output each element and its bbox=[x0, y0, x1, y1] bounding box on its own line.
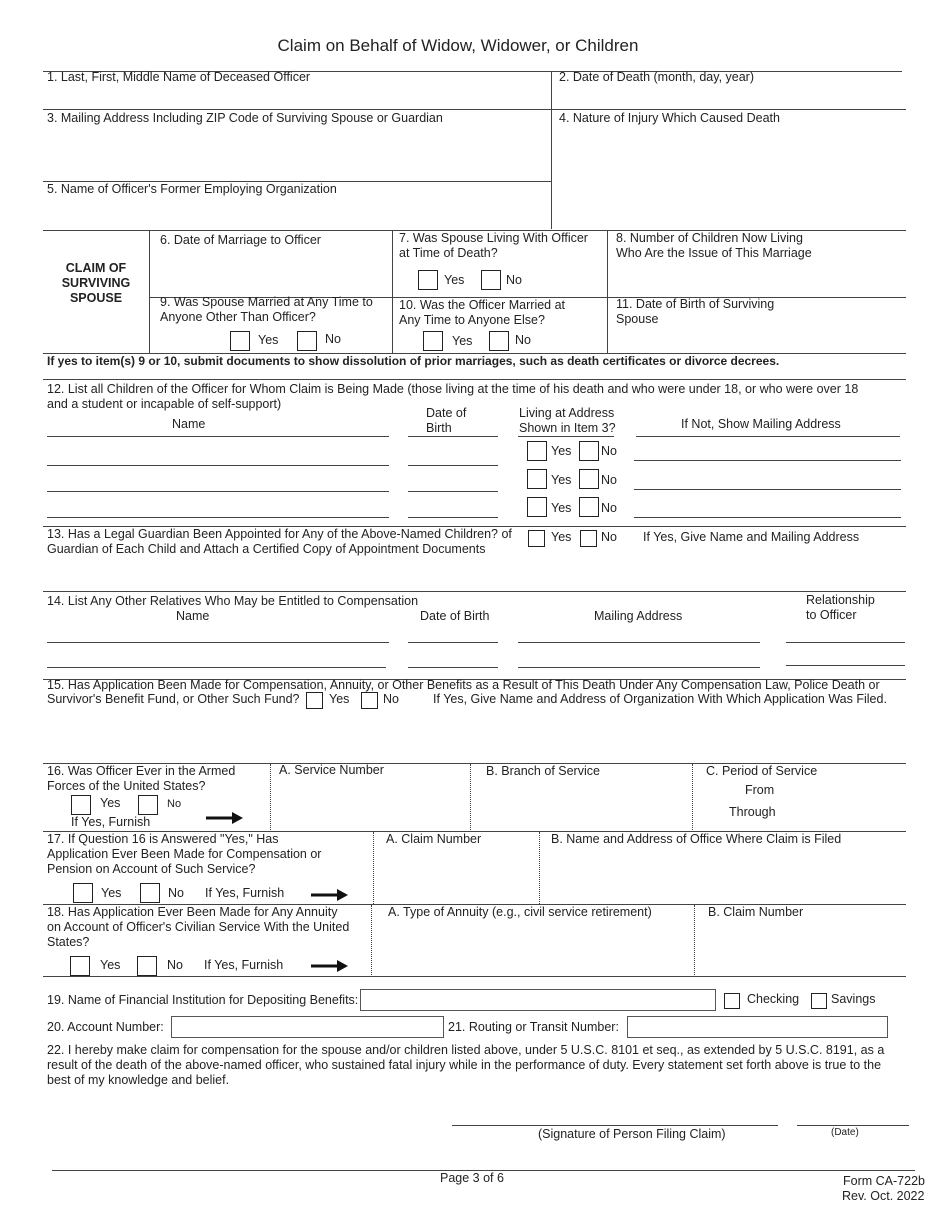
item-12-label: 12. List all Children of the Officer for Whom Claim is Being Made (those living at the time of his death and who were under 18, or who were over 18 and a student or incapable of self-support) bbox=[47, 382, 859, 411]
item-13-ifyes: If Yes, Give Name and Mailing Address bbox=[643, 530, 860, 544]
item-16-from-label: From bbox=[745, 783, 775, 797]
item-19-label: 19. Name of Financial Institution for Depositing Benefits: bbox=[47, 993, 359, 1007]
yes-label: Yes bbox=[100, 958, 121, 972]
item-13-no-checkbox[interactable] bbox=[580, 530, 597, 547]
claim-spouse-line2: SURVIVING bbox=[61, 276, 131, 290]
dotted-divider bbox=[470, 764, 471, 830]
no-label: No bbox=[325, 332, 341, 346]
item-10-no-checkbox[interactable] bbox=[489, 331, 509, 351]
arrow-right-icon bbox=[309, 958, 349, 974]
relative-dob-line[interactable] bbox=[408, 667, 498, 668]
item-7-line1: 7. Was Spouse Living With Officer bbox=[399, 231, 588, 245]
item-18-b-label: B. Claim Number bbox=[708, 905, 804, 919]
dotted-divider bbox=[692, 764, 693, 830]
item-14-dob-header: Date of Birth bbox=[420, 609, 490, 623]
item-15-line2: Survivor's Benefit Fund, or Other Such Fund? bbox=[47, 692, 300, 706]
page-title: Claim on Behalf of Widow, Widower, or Children bbox=[277, 36, 639, 55]
checking-checkbox[interactable] bbox=[724, 993, 740, 1009]
item-15-ifyes: If Yes, Give Name and Address of Organization With Which Application Was Filed. bbox=[433, 692, 887, 706]
blank-line bbox=[518, 436, 614, 437]
no-label: No bbox=[515, 333, 531, 347]
savings-checkbox[interactable] bbox=[811, 993, 827, 1009]
item-17-line2: Application Ever Been Made for Compensation or bbox=[47, 847, 322, 861]
no-label: No bbox=[601, 444, 617, 458]
item-12-dob-header1: Date of bbox=[426, 406, 467, 420]
item-7-yes-checkbox[interactable] bbox=[418, 270, 438, 290]
routing-number-input[interactable] bbox=[627, 1016, 888, 1038]
savings-label: Savings bbox=[831, 992, 876, 1006]
form-revision: Rev. Oct. 2022 bbox=[842, 1189, 925, 1203]
item-13-yes-checkbox[interactable] bbox=[528, 530, 545, 547]
relative-name-line[interactable] bbox=[47, 642, 389, 643]
yes-label: Yes bbox=[551, 530, 572, 544]
form-number: Form CA-722b bbox=[843, 1174, 925, 1188]
item-17-line3: Pension on Account of Such Service? bbox=[47, 862, 256, 876]
no-label: No bbox=[383, 692, 399, 706]
item-14-address-header: Mailing Address bbox=[594, 609, 683, 623]
child-name-line[interactable] bbox=[47, 517, 389, 518]
dotted-divider bbox=[371, 905, 372, 975]
child-name-line[interactable] bbox=[47, 465, 389, 466]
item-18-line3: States? bbox=[47, 935, 90, 949]
child-dob-line[interactable] bbox=[408, 465, 498, 466]
relative-dob-line[interactable] bbox=[408, 642, 498, 643]
item-16-line1: 16. Was Officer Ever in the Armed bbox=[47, 764, 236, 778]
no-label: No bbox=[601, 473, 617, 487]
item-10-yes-checkbox[interactable] bbox=[423, 331, 443, 351]
dotted-divider bbox=[539, 832, 540, 904]
item-16-yes-checkbox[interactable] bbox=[71, 795, 91, 815]
yes-label: Yes bbox=[258, 333, 279, 347]
item-16-c-label: C. Period of Service bbox=[706, 764, 818, 778]
item-22-statement: 22. I hereby make claim for compensation for the spouse and/or children listed above, under 5 U.S.C. 8101 et seq., as extended by 5 U.S.C. 8191, as a result of the death of the above-named officer, who sustained fatal injury while in the performance of duty. Every statement set forth above is true to the best of my knowledge and belief. bbox=[47, 1043, 885, 1087]
account-number-input[interactable] bbox=[171, 1016, 444, 1038]
item-12-dob-header2: Birth bbox=[426, 421, 452, 435]
claim-spouse-line1: CLAIM OF bbox=[65, 261, 127, 275]
item-14-name-header: Name bbox=[176, 609, 210, 623]
dotted-divider bbox=[694, 905, 695, 975]
arrow-right-icon bbox=[204, 810, 244, 826]
item-9-yes-checkbox[interactable] bbox=[230, 331, 250, 351]
item-18-a-label: A. Type of Annuity (e.g., civil service retirement) bbox=[388, 905, 652, 919]
signature-line[interactable] bbox=[452, 1125, 778, 1126]
no-label: No bbox=[167, 798, 182, 810]
child3-no-checkbox[interactable] bbox=[579, 497, 599, 517]
child1-address-line[interactable] bbox=[634, 460, 901, 461]
if-yes-furnish: If Yes, Furnish bbox=[205, 886, 285, 900]
child1-yes-checkbox[interactable] bbox=[527, 441, 547, 461]
relative-relationship-line[interactable] bbox=[786, 642, 905, 643]
no-label: No bbox=[601, 530, 617, 544]
child-name-line[interactable] bbox=[47, 491, 389, 492]
child3-address-line[interactable] bbox=[634, 517, 901, 518]
item-12-name-header: Name bbox=[172, 417, 206, 431]
item-3-label: 3. Mailing Address Including ZIP Code of Surviving Spouse or Guardian bbox=[47, 111, 443, 125]
item-17-b-label: B. Name and Address of Office Where Claim is Filed bbox=[551, 832, 842, 846]
relative-relationship-line[interactable] bbox=[786, 665, 905, 666]
if-yes-furnish: If Yes, Furnish bbox=[71, 815, 151, 829]
item-14-relationship-header1: Relationship bbox=[806, 593, 875, 607]
relative-address-line[interactable] bbox=[518, 642, 760, 643]
child3-yes-checkbox[interactable] bbox=[527, 497, 547, 517]
child2-yes-checkbox[interactable] bbox=[527, 469, 547, 489]
item-12-living-header1: Living at Address bbox=[519, 406, 615, 420]
item-12-living-header2: Shown in Item 3? bbox=[519, 421, 616, 435]
yes-label: Yes bbox=[100, 796, 121, 810]
item-8-line1: 8. Number of Children Now Living bbox=[616, 231, 803, 245]
item-18-line2: on Account of Officer's Civilian Service With the United bbox=[47, 920, 350, 934]
item-15-line1: 15. Has Application Been Made for Compensation, Annuity, or Other Benefits as a Result of This Death Under Any Compensation Law, Police Death or bbox=[47, 678, 880, 692]
item-15-no-checkbox[interactable] bbox=[361, 692, 378, 709]
item-18-yes-checkbox[interactable] bbox=[70, 956, 90, 976]
item-18-no-checkbox[interactable] bbox=[137, 956, 157, 976]
child2-no-checkbox[interactable] bbox=[579, 469, 599, 489]
date-label: (Date) bbox=[831, 1127, 859, 1138]
item-6-label: 6. Date of Marriage to Officer bbox=[160, 233, 321, 247]
item-16-no-checkbox[interactable] bbox=[138, 795, 158, 815]
item-1-label: 1. Last, First, Middle Name of Deceased Officer bbox=[47, 70, 311, 84]
financial-institution-input[interactable] bbox=[360, 989, 716, 1011]
item-4-label: 4. Nature of Injury Which Caused Death bbox=[559, 111, 780, 125]
child-dob-line[interactable] bbox=[408, 517, 498, 518]
item-11-line2: Spouse bbox=[616, 312, 659, 326]
item-16-a-label: A. Service Number bbox=[279, 763, 384, 777]
item-8-line2: Who Are the Issue of This Marriage bbox=[616, 246, 812, 260]
checking-label: Checking bbox=[747, 992, 800, 1006]
relative-name-line[interactable] bbox=[47, 667, 386, 668]
item-10-line1: 10. Was the Officer Married at bbox=[399, 298, 566, 312]
child-dob-line[interactable] bbox=[408, 491, 498, 492]
item-18-line1: 18. Has Application Ever Been Made for Any Annuity bbox=[47, 905, 338, 919]
item-16-b-label: B. Branch of Service bbox=[486, 764, 600, 778]
item-16-through-label: Through bbox=[729, 805, 776, 819]
yes-label: Yes bbox=[444, 273, 465, 287]
if-yes-furnish: If Yes, Furnish bbox=[204, 958, 284, 972]
dotted-divider bbox=[270, 764, 271, 830]
yes-label: Yes bbox=[551, 501, 572, 515]
item-9-line1: 9. Was Spouse Married at Any Time to bbox=[160, 295, 373, 309]
item-20-label: 20. Account Number: bbox=[47, 1020, 164, 1034]
signature-label: (Signature of Person Filing Claim) bbox=[538, 1127, 726, 1141]
divider bbox=[392, 230, 393, 353]
relative-address-line[interactable] bbox=[518, 667, 760, 668]
rule bbox=[43, 976, 906, 977]
no-label: No bbox=[167, 958, 183, 972]
item-15-yes-checkbox[interactable] bbox=[306, 692, 323, 709]
yes-label: Yes bbox=[551, 473, 572, 487]
dotted-divider bbox=[373, 832, 374, 904]
item-12-ifnot-header: If Not, Show Mailing Address bbox=[681, 417, 841, 431]
no-label: No bbox=[506, 273, 522, 287]
yes-label: Yes bbox=[452, 334, 473, 348]
item-9-line2: Anyone Other Than Officer? bbox=[160, 310, 316, 324]
item-14-relationship-header2: to Officer bbox=[806, 608, 857, 622]
yes-label: Yes bbox=[329, 692, 350, 706]
item-17-a-label: A. Claim Number bbox=[386, 832, 482, 846]
blank-line[interactable] bbox=[47, 436, 389, 437]
rule bbox=[43, 109, 906, 110]
item-7-no-checkbox[interactable] bbox=[481, 270, 501, 290]
no-label: No bbox=[168, 886, 184, 900]
blank-line bbox=[636, 436, 900, 437]
rule bbox=[43, 379, 906, 380]
item-17-line1: 17. If Question 16 is Answered "Yes," Has bbox=[47, 832, 279, 846]
item-11-line1: 11. Date of Birth of Surviving bbox=[616, 297, 775, 311]
rule bbox=[43, 591, 906, 592]
child2-address-line[interactable] bbox=[634, 489, 901, 490]
page-number: Page 3 of 6 bbox=[440, 1171, 504, 1185]
no-label: No bbox=[601, 501, 617, 515]
arrow-right-icon bbox=[309, 887, 349, 903]
yes-label: Yes bbox=[551, 444, 572, 458]
item-14-label: 14. List Any Other Relatives Who May be Entitled to Compensation bbox=[47, 594, 419, 608]
divider bbox=[149, 230, 150, 353]
item-7-line2: at Time of Death? bbox=[399, 246, 498, 260]
item-10-line2: Any Time to Anyone Else? bbox=[399, 313, 545, 327]
note-items-9-10: If yes to item(s) 9 or 10, submit documents to show dissolution of prior marriages, such as death certificates or divorce decrees. bbox=[47, 354, 780, 368]
item-16-line2: Forces of the United States? bbox=[47, 779, 206, 793]
child1-no-checkbox[interactable] bbox=[579, 441, 599, 461]
item-13-label: 13. Has a Legal Guardian Been Appointed for Any of the Above-Named Children? of Guardian of Each Child and Attach a Certified Copy of Appointment Documents bbox=[47, 527, 512, 556]
item-17-yes-checkbox[interactable] bbox=[73, 883, 93, 903]
divider bbox=[607, 230, 608, 353]
item-21-label: 21. Routing or Transit Number: bbox=[448, 1020, 619, 1034]
item-17-no-checkbox[interactable] bbox=[140, 883, 160, 903]
item-5-label: 5. Name of Officer's Former Employing Organization bbox=[47, 182, 337, 196]
item-2-label: 2. Date of Death (month, day, year) bbox=[559, 70, 755, 84]
claim-spouse-line3: SPOUSE bbox=[69, 291, 123, 305]
yes-label: Yes bbox=[101, 886, 122, 900]
blank-line[interactable] bbox=[408, 436, 498, 437]
item-9-no-checkbox[interactable] bbox=[297, 331, 317, 351]
divider bbox=[551, 71, 552, 229]
